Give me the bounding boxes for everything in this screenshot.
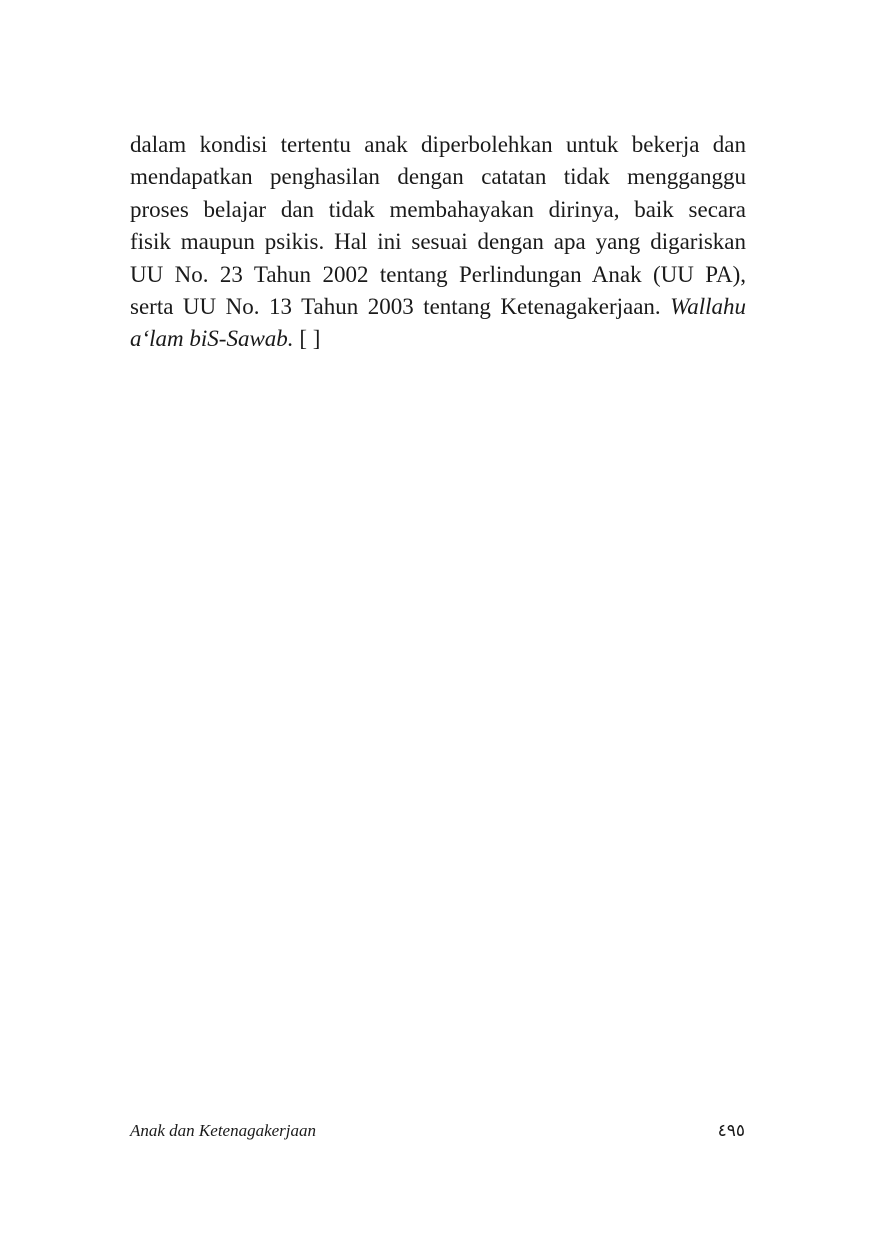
- body-line-6-italic: Wallahu: [670, 294, 746, 320]
- closing-brackets: [ ]: [293, 326, 321, 352]
- closing-italic-phrase: a‘lam biS-Sawab.: [130, 326, 294, 352]
- body-line-6-text: serta UU No. 13 Tahun 2003 tentang Ketenagakerjaan.: [130, 294, 661, 320]
- running-footer-title: Anak dan Ketenagakerjaan: [130, 1121, 317, 1140]
- body-line-3: proses belajar dan tidak membahayakan dirinya, baik secara: [130, 196, 746, 222]
- body-line-2: mendapatkan penghasilan dengan catatan tidak mengganggu: [130, 164, 746, 190]
- body-line-5: UU No. 23 Tahun 2002 tentang Perlindungan Anak (UU PA),: [130, 261, 746, 287]
- body-line-4: fisik maupun psikis. Hal ini sesuai dengan apa yang digariskan: [130, 229, 746, 255]
- body-line-7: [130, 323, 746, 355]
- body-line-6: [130, 291, 746, 323]
- body-paragraph: [130, 129, 746, 356]
- page-number: ٤٩٥: [717, 1121, 745, 1141]
- body-line-1: dalam kondisi tertentu anak diperbolehkan untuk bekerja dan: [130, 132, 746, 157]
